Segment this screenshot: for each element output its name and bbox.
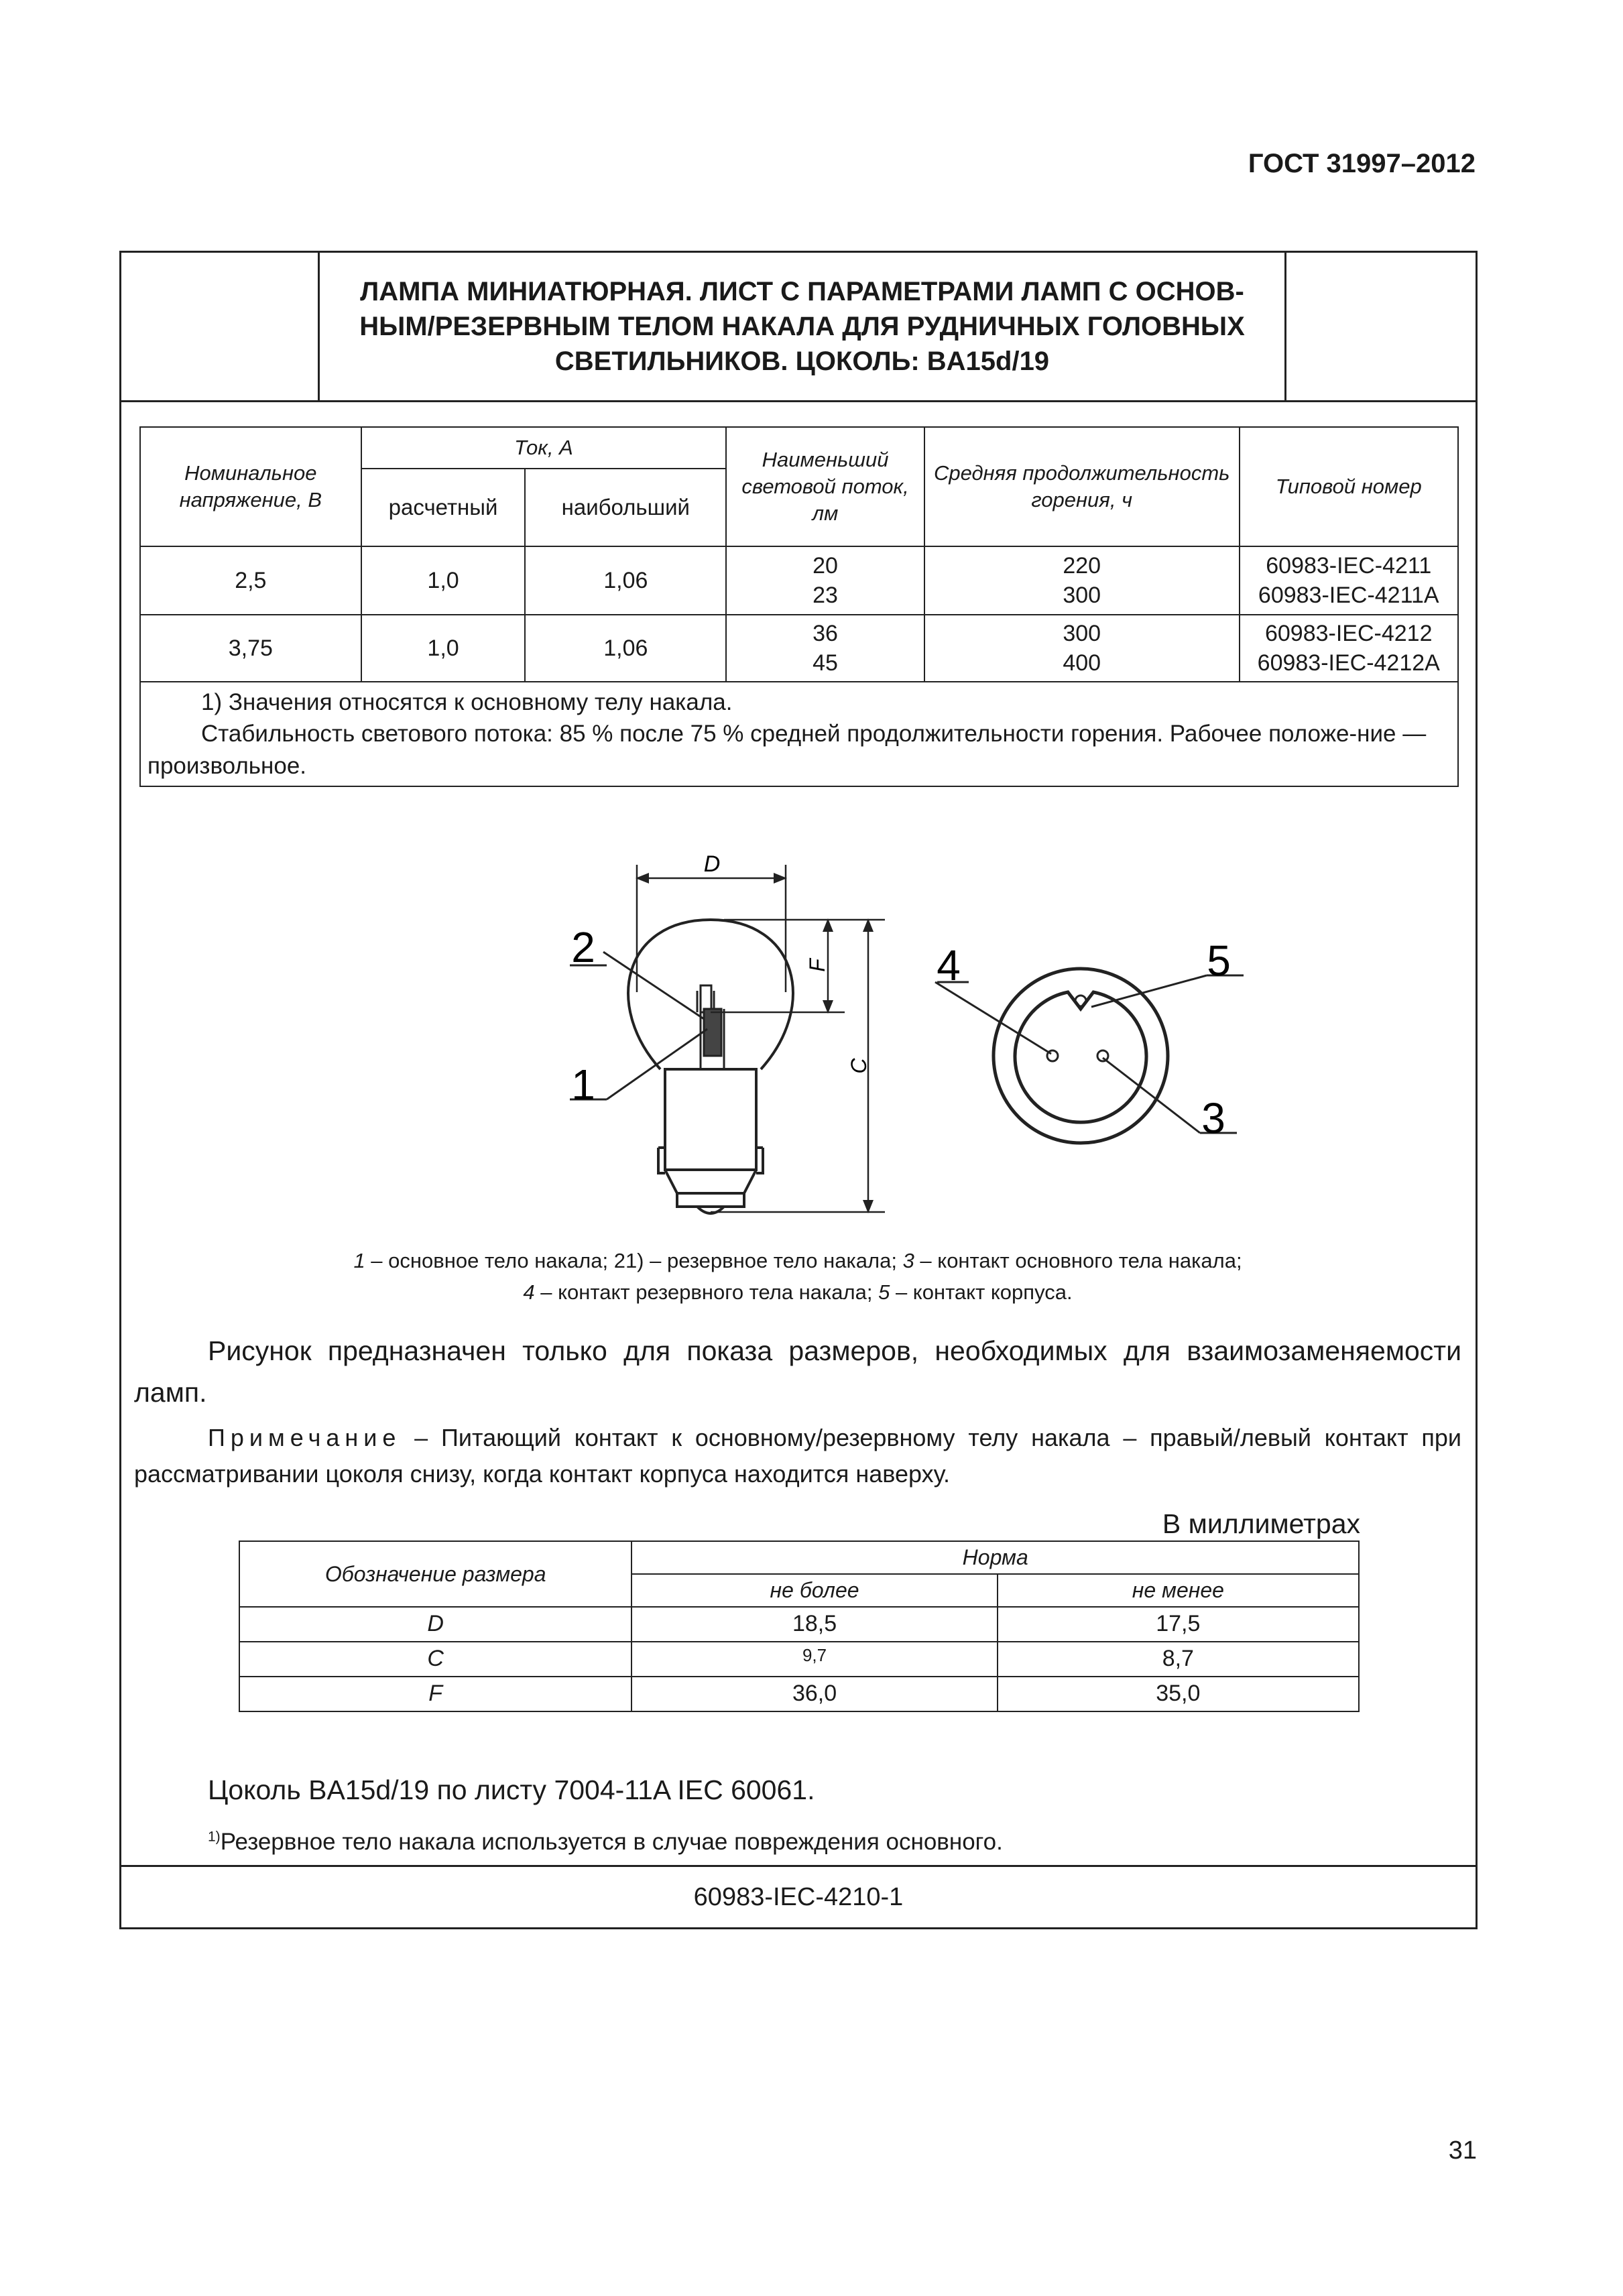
note-paragraph: Примечание – Питающий контакт к основному/резервному телу накала – правый/левый контакт при рассматривании цоколя снизу, когда контакт корпуса находится наверху. — [134, 1424, 1461, 1488]
note-2: Стабильность светового потока: 85 % после 75 % средней продолжительности горения. Рабочее положе-ние — произвольное. — [147, 721, 1427, 779]
cell-voltage: 2,5 — [140, 546, 361, 615]
cell-current-max: 1,06 — [525, 546, 726, 615]
label-d: D — [703, 851, 721, 877]
header-norm: Норма — [632, 1541, 1359, 1574]
parameters-table — [139, 426, 1459, 787]
table-row — [239, 1642, 1359, 1677]
dim-name: C — [239, 1642, 632, 1677]
header-min: не менее — [998, 1574, 1359, 1607]
callout-leaders — [570, 952, 1244, 1133]
header-current-max: наибольший — [525, 469, 726, 546]
figure-caption — [201, 1246, 1394, 1308]
dim-max: 36,0 — [632, 1677, 997, 1711]
note-1: 1) Значения относятся к основному телу накала. — [201, 689, 733, 715]
standard-header: ГОСТ 31997–2012 — [1248, 149, 1476, 178]
cell-life: 220 300 — [924, 546, 1240, 615]
callout-3: 3 — [1201, 1094, 1225, 1142]
cell-flux: 36 45 — [726, 615, 924, 682]
title-row — [121, 253, 1476, 402]
header-max: не более — [632, 1574, 997, 1607]
dim-min: 35,0 — [998, 1677, 1359, 1711]
lamp-base-bottom-view — [994, 969, 1168, 1143]
label-f: F — [805, 959, 829, 972]
dim-name: F — [239, 1677, 632, 1711]
cell-life: 300 400 — [924, 615, 1240, 682]
header-current-rated: расчетный — [361, 469, 526, 546]
dim-min: 17,5 — [998, 1607, 1359, 1642]
cell-type: 60983-IEC-4212 60983-IEC-4212A — [1240, 615, 1459, 682]
cell-type: 60983-IEC-4211 60983-IEC-4211A — [1240, 546, 1459, 615]
table-row — [239, 1677, 1359, 1711]
lamp-drawing — [536, 831, 1274, 1233]
dim-name: D — [239, 1607, 632, 1642]
callout-5: 5 — [1207, 936, 1231, 985]
dimension-lines — [637, 865, 885, 1212]
cell-current-max: 1,06 — [525, 615, 726, 682]
page-number: 31 — [1448, 2136, 1477, 2165]
header-voltage: Номинальное напряжение, В — [140, 427, 361, 546]
table-row — [140, 615, 1458, 682]
cell-current-rated: 1,0 — [361, 615, 526, 682]
table-row — [140, 546, 1458, 615]
callout-1: 1 — [571, 1061, 595, 1109]
header-life: Средняя продолжительность горения, ч — [924, 427, 1240, 546]
callout-4: 4 — [937, 941, 961, 989]
dim-min: 8,7 — [998, 1642, 1359, 1677]
cap-reference: Цоколь BA15d/19 по листу 7004-11A IEC 60061. — [208, 1774, 815, 1805]
dim-max: 9,7 — [632, 1642, 997, 1677]
dimensions-table — [239, 1540, 1360, 1712]
units-label: В миллиметрах — [1162, 1508, 1360, 1539]
sheet-number: 60983-IEC-4210-1 — [121, 1865, 1476, 1927]
label-c: C — [847, 1058, 871, 1074]
header-designation: Обозначение размера — [239, 1541, 632, 1607]
callout-2: 2 — [571, 923, 595, 971]
caption-line-2: 4 – контакт резервного тела накала; 5 – контакт корпуса. — [523, 1280, 1073, 1304]
filament-mount — [697, 985, 724, 1069]
cell-flux: 20 23 — [726, 546, 924, 615]
header-type: Типовой номер — [1240, 427, 1459, 546]
dim-max: 18,5 — [632, 1607, 997, 1642]
table-row — [239, 1607, 1359, 1642]
cell-voltage: 3,75 — [140, 615, 361, 682]
caption-line-1: 1 – основное тело накала; 21) – резервное тело накала; 3 – контакт основного тела накала; — [353, 1249, 1242, 1272]
sheet-title: ЛАМПА МИНИАТЮРНАЯ. ЛИСТ С ПАРАМЕТРАМИ ЛАМП С ОСНОВ- НЫМ/РЕЗЕРВНЫМ ТЕЛОМ НАКАЛА ДЛЯ РУДНИЧНЫХ ГОЛОВНЫХ СВЕТИЛЬНИКОВ. ЦОКОЛЬ: BA15d/19 — [318, 253, 1286, 400]
figure-purpose-paragraph: Рисунок предназначен только для показа размеров, необходимых для взаимозаменяемости ламп. — [134, 1335, 1461, 1408]
footnote: $^{1)}$Резервное тело накала используется в случае повреждения основного. — [208, 1829, 1003, 1855]
header-flux: Наименьший световой поток, лм — [726, 427, 924, 546]
table-notes — [140, 682, 1458, 786]
cell-current-rated: 1,0 — [361, 546, 526, 615]
header-current: Ток, А — [361, 427, 727, 469]
